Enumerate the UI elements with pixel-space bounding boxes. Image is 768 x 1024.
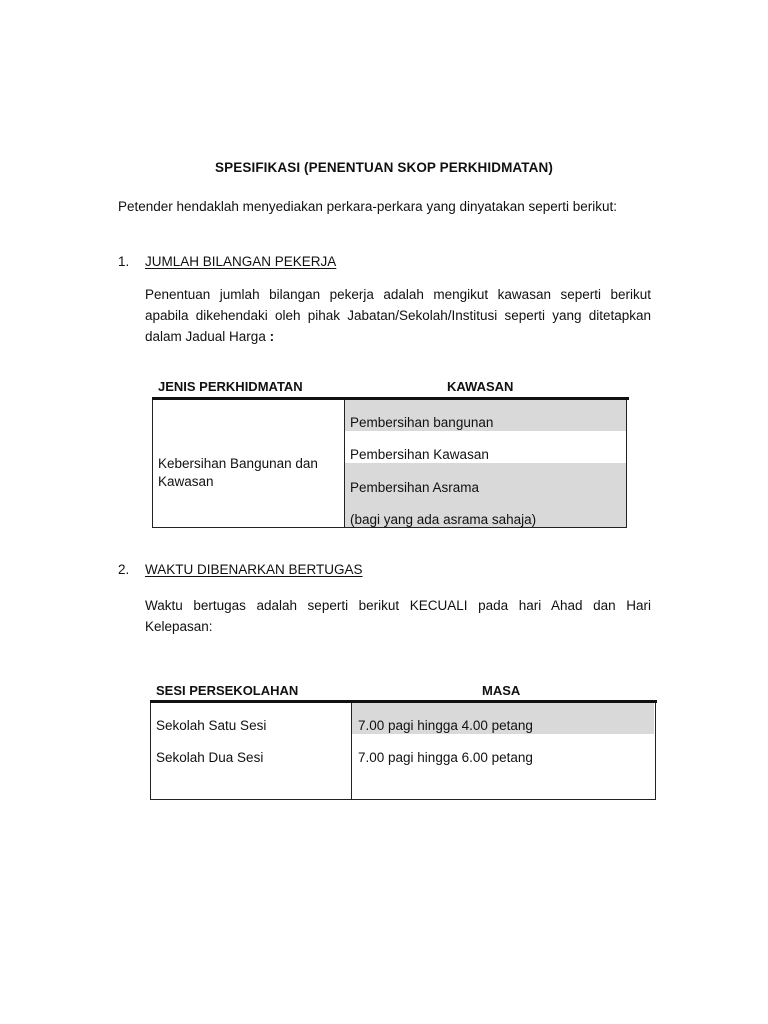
table-1-header-service: JENIS PERKHIDMATAN bbox=[158, 379, 303, 394]
area-row-3: Pembersihan Asrama bbox=[350, 480, 480, 495]
section-1-heading: JUMLAH BILANGAN PEKERJA bbox=[145, 254, 337, 269]
table-2 bbox=[150, 703, 656, 800]
table-2-header-session: SESI PERSEKOLAHAN bbox=[156, 683, 299, 698]
document-title: SPESIFIKASI (PENENTUAN SKOP PERKHIDMATAN) bbox=[215, 160, 553, 175]
table-2-header-time: MASA bbox=[482, 683, 521, 698]
section-1-paragraph bbox=[145, 284, 651, 347]
table-1 bbox=[152, 400, 627, 528]
service-line-1: Kebersihan Bangunan dan bbox=[158, 456, 318, 471]
service-line-2: Kawasan bbox=[158, 474, 214, 489]
session-row-2: Sekolah Dua Sesi bbox=[156, 750, 264, 765]
section-1-paragraph-colon: : bbox=[269, 329, 275, 344]
table-1-service-cell bbox=[158, 455, 318, 491]
section-2-number: 2. bbox=[118, 562, 130, 577]
section-2-heading: WAKTU DIBENARKAN BERTUGAS bbox=[145, 562, 363, 577]
area-row-3-note: (bagi yang ada asrama sahaja) bbox=[350, 512, 537, 527]
table-1-header-area: KAWASAN bbox=[447, 379, 514, 394]
area-row-1: Pembersihan bangunan bbox=[350, 415, 494, 430]
area-row-2: Pembersihan Kawasan bbox=[350, 447, 489, 462]
time-row-1: 7.00 pagi hingga 4.00 petang bbox=[358, 718, 533, 733]
session-row-1: Sekolah Satu Sesi bbox=[156, 718, 267, 733]
section-2-paragraph: Waktu bertugas adalah seperti berikut KECUALI pada hari Ahad dan Hari Kelepasan: bbox=[145, 598, 651, 634]
time-row-2: 7.00 pagi hingga 6.00 petang bbox=[358, 750, 533, 765]
intro-text: Petender hendaklah menyediakan perkara-perkara yang dinyatakan seperti berikut: bbox=[118, 199, 618, 214]
section-1-number: 1. bbox=[118, 254, 130, 269]
section-1-paragraph-text: Penentuan jumlah bilangan pekerja adalah mengikut kawasan seperti berikut apabila dikehendaki oleh pihak Jabatan/Sekolah/Institusi seperti yang ditetapkan dalam Jadual Harga bbox=[145, 287, 651, 344]
